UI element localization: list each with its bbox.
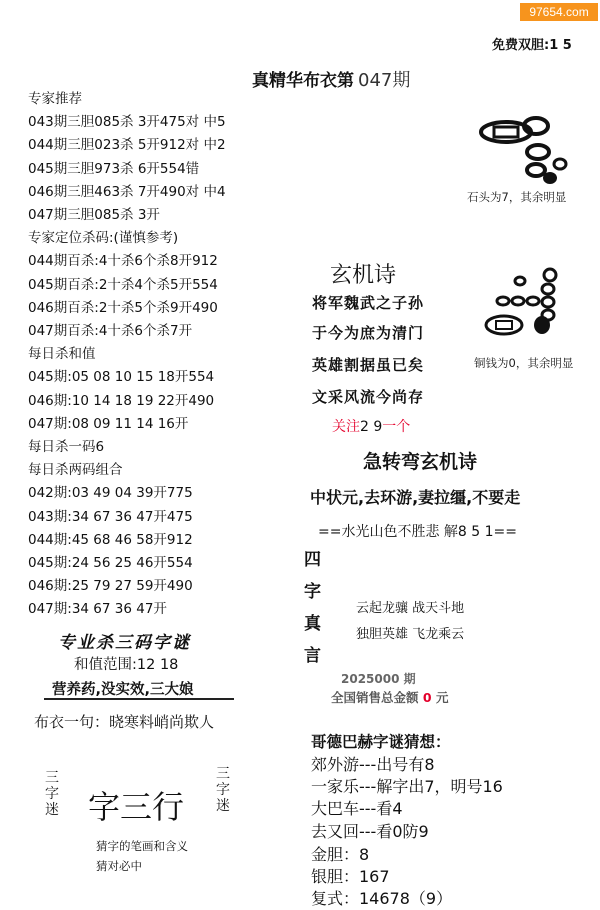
goldbach-item: 复式：14678（9） [311,889,453,908]
goldbach-item: 一家乐---解字出7，明号16 [311,777,503,796]
left-line: 044期:45 68 46 58开912 [28,531,193,548]
riddle-poem-line: 中状元,去环游,妻拉缰,不要走 [310,488,521,507]
left-line: 043期三胆085杀 3开475对 中5 [28,114,226,131]
word-riddle-hint: 猜字的笔画和含义 [96,839,188,853]
buyi-sentence: 布衣一句：晓寒料峭尚欺人 [34,713,215,731]
stone-pattern-image [478,112,570,192]
sales-amount: 0 [422,690,432,705]
site-watermark: 97654.com [520,3,598,21]
left-line: 045期:24 56 25 46开554 [28,555,193,571]
left-line: 每日杀和值 [28,346,96,363]
word-riddle-hint: 猜对必中 [96,859,142,873]
four-words-line: 独胆英雄 飞龙乘云 [356,627,465,642]
word-riddle-right-label: 三字迷 [216,766,230,814]
left-line: 每日杀一码6 [28,439,105,455]
left-line: 047期三胆085杀 3开 [28,207,160,223]
sales-total [331,688,448,706]
four-words-char: 四 [304,550,321,570]
goldbach-item: 郊外游---出号有8 [311,755,435,774]
sum-range: 和值范围:12 18 [74,657,179,673]
focus-prefix: 关注 [332,419,360,435]
goldbach-item: 去又回---看0防9 [311,822,429,841]
riddle-text: 营养药,没实效,三大娘 [52,682,194,698]
riddle-poem-answer: ==水光山色不胜悲 解8 5 1== [318,524,517,540]
sales-unit: 元 [435,690,449,705]
goldbach-item: 金胆：8 [311,845,370,864]
left-line: 045期:05 08 10 15 18开554 [28,369,215,386]
left-line: 045期百杀:2十杀4个杀5开554 [28,276,218,293]
riddle-poem-title: 急转弯玄机诗 [363,451,478,473]
left-line: 045期三胆973杀 6开554错 [28,160,200,177]
poem-line: 英雄割据虽已矣 [312,356,425,374]
page-title [252,66,410,92]
divider [44,698,234,700]
poem-title: 玄机诗 [330,263,397,288]
title-issue: 047期 [358,70,411,91]
word-riddle-main: 字三行 [88,788,185,826]
left-line: 044期三胆023杀 5开912对 中2 [28,137,226,154]
left-line: 专家定位杀码:(谨慎参考) [28,230,179,247]
coin-pattern-image [478,265,568,347]
coin-caption: 铜钱为0，其余明显 [474,356,574,370]
left-line: 042期:03 49 04 39开775 [28,485,193,502]
poem-line: 于今为庶为清门 [312,324,425,342]
goldbach-item: 银胆：167 [311,867,390,886]
left-line: 044期百杀:4十杀6个杀8开912 [28,253,218,270]
left-line: 047期:08 09 11 14 16开 [28,415,189,432]
left-line: 047期百杀:4十杀6个杀7开 [28,323,193,339]
four-words-char: 字 [304,582,321,602]
left-line: 046期:25 79 27 59开490 [28,578,193,595]
goldbach-item: 大巴车---看4 [311,799,403,818]
left-line: 046期三胆463杀 7开490对 中4 [28,183,226,200]
left-line: 每日杀两码组合 [28,462,123,479]
four-words-char: 真 [304,614,321,634]
left-line: 专家推荐 [28,91,82,107]
free-double-pick: 免费双胆:1 5 [492,38,572,53]
left-line: 046期:10 14 18 19 22开490 [28,392,215,409]
word-riddle-left-label: 三字迷 [45,770,59,818]
poem-line: 文采风流今尚存 [312,388,425,406]
four-words-line: 云起龙骧 战天斗地 [356,601,465,616]
focus-numbers [332,416,410,436]
poem-line: 将军魏武之子孙 [312,294,425,312]
left-line: 047期:34 67 36 47开 [28,601,167,618]
left-line: 046期百杀:2十杀5个杀9开490 [28,299,218,316]
left-line: 043期:34 67 36 47开475 [28,508,193,525]
sales-label: 全国销售总金额 [331,690,419,705]
focus-nums: 2 9 [360,419,383,435]
three-code-riddle-title: 专业杀三码字谜 [58,633,191,653]
stone-caption: 石头为7，其余明显 [467,190,567,204]
sales-issue: 2025000 期 [341,672,416,686]
goldbach-title: 哥德巴赫字谜猜想： [311,733,451,751]
focus-suffix: 一个 [382,419,411,435]
four-words-char: 言 [304,646,321,666]
title-main: 真精华布衣第 [252,71,354,91]
